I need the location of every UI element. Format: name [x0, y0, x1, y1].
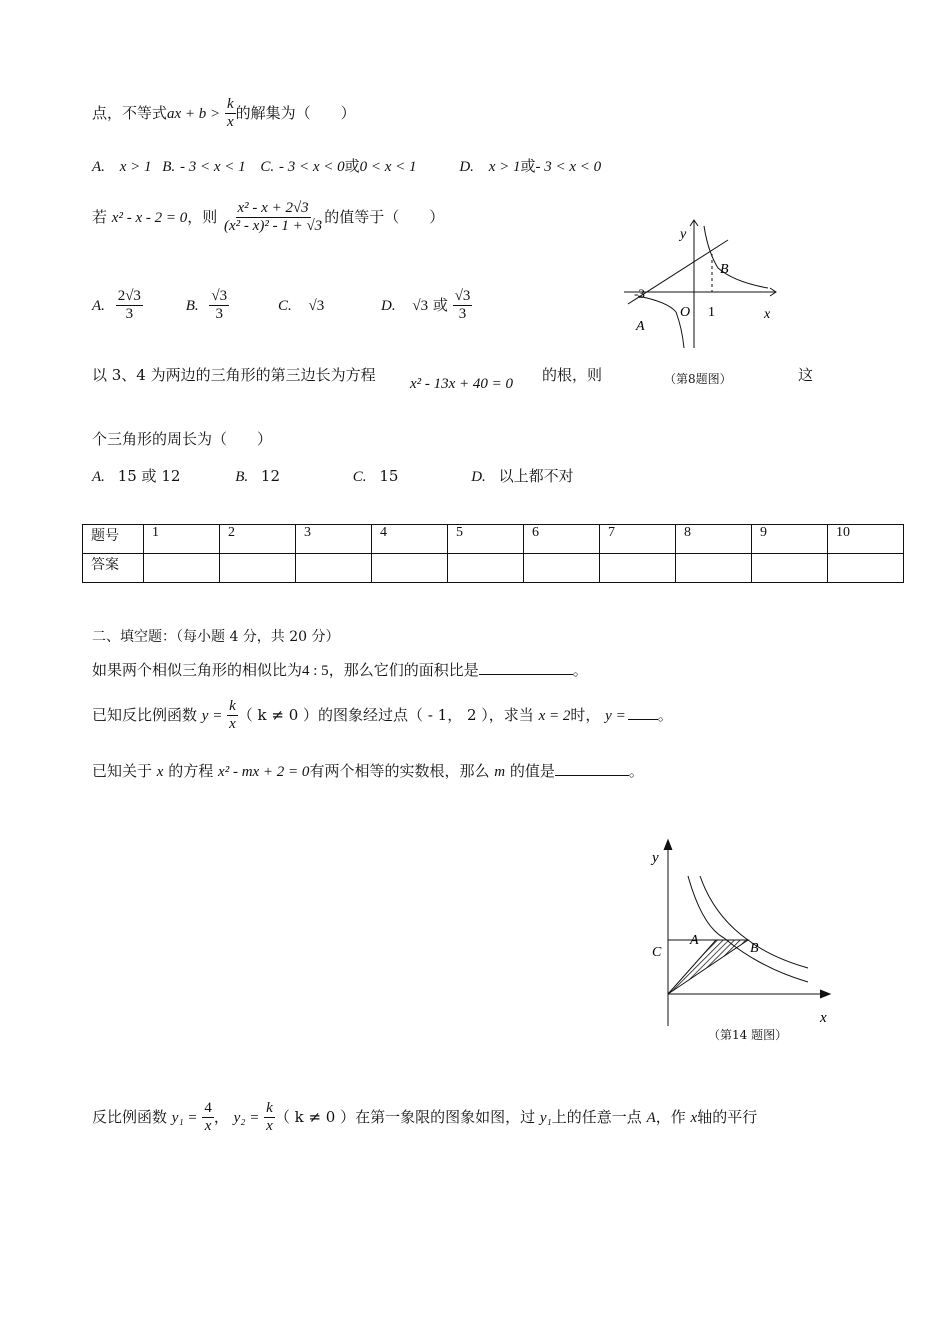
fraction: $\frac{k}{x}$ — [229, 698, 236, 733]
fill-question-1 — [92, 659, 588, 680]
question-text: 的根，则 — [542, 366, 603, 384]
question-text: 。 — [628, 762, 644, 780]
table-cell: 9 — [752, 525, 828, 554]
answer-cell[interactable] — [220, 554, 296, 583]
options-triangle — [92, 465, 574, 486]
math-expression: y₁ = — [171, 1109, 198, 1126]
question-text: 如果两个相似三角形的相似比为 — [92, 661, 303, 679]
table-row — [83, 554, 904, 583]
question-text: 上的任意一点 — [551, 1107, 642, 1126]
answer-blank[interactable] — [555, 761, 629, 776]
option-label: A. — [92, 469, 105, 485]
question-text: ，作 — [655, 1107, 686, 1126]
option-label: D. — [471, 469, 486, 485]
question-text: 个三角形的周长为（ ） — [92, 430, 273, 448]
question-text: ，那么它们的面积比是 — [328, 661, 479, 679]
table-cell: 2 — [220, 525, 296, 554]
option-text: 0 < x < 1 — [359, 159, 417, 175]
question-text: ，则 — [187, 207, 218, 226]
option-text: - 3 < x < 1 — [179, 159, 246, 175]
question-text: 时， — [570, 705, 601, 724]
question-root — [92, 200, 444, 236]
question-text: 点，不等式 — [92, 103, 168, 122]
question-text: （ k ≠ 0 ）在第一象限的图象如图，过 — [274, 1107, 536, 1126]
option-text: x > 1 — [488, 159, 521, 175]
option-text: 或 — [520, 157, 536, 175]
question-text: ， — [213, 1107, 229, 1126]
option-text: 以上都不对 — [498, 467, 574, 485]
math-expression: x — [690, 1109, 698, 1126]
answer-table — [82, 524, 904, 583]
option-label: A. — [92, 159, 105, 175]
fraction: $\frac{\text{x² - x + 2√3}}{\text{(x² - x)² - 1 + √3}}$ — [224, 200, 323, 235]
options-root — [92, 288, 472, 324]
math-expression: 4 : 5 — [302, 663, 329, 679]
options-inequality — [92, 155, 601, 176]
question-text: 的值是 — [509, 762, 555, 780]
option-label: B. — [162, 159, 176, 175]
fraction: $\frac{√3}{3}$ — [211, 288, 228, 323]
answer-cell[interactable] — [144, 554, 220, 583]
math-expression: y₂ = — [233, 1109, 260, 1126]
question-text: 若 — [92, 207, 108, 226]
option-text: - 3 < x < 0 — [278, 159, 345, 175]
question-text: 有两个相等的实数根，那么 — [309, 762, 490, 780]
math-expression: x = 2 — [538, 707, 571, 724]
table-header-cell: 答案 — [83, 554, 144, 583]
math-expression: x — [156, 764, 164, 780]
point-label-b: B — [720, 262, 729, 277]
question-text: 的方程 — [168, 762, 214, 780]
option-text: √3 — [412, 297, 429, 314]
axis-label-x: x — [764, 307, 771, 322]
option-text: 或 — [432, 295, 448, 314]
math-expression: x² - x - 2 = 0 — [111, 209, 188, 226]
question-text: 的值等于（ ） — [324, 207, 445, 226]
table-cell: 3 — [296, 525, 372, 554]
fraction: $\frac{√3}{3}$ — [454, 288, 471, 323]
option-label: A. — [92, 297, 105, 314]
option-text: x > 1 — [119, 159, 152, 175]
answer-cell[interactable] — [296, 554, 372, 583]
answer-cell[interactable] — [448, 554, 524, 583]
option-label: D. — [381, 297, 396, 314]
answer-cell[interactable] — [676, 554, 752, 583]
math-expression: ax + b > — [167, 105, 221, 122]
tick-label: -3 — [634, 286, 645, 301]
axis-label-x: x — [820, 1010, 827, 1026]
question-text: 以 3、4 为两边的三角形的第三边长为方程 — [92, 366, 376, 384]
table-cell: 6 — [524, 525, 600, 554]
question-text: 轴的平行 — [697, 1107, 758, 1126]
option-label: C. — [277, 297, 292, 314]
question-text: 。 — [657, 705, 673, 724]
question-inverse-proportion — [92, 1100, 757, 1136]
math-expression: y = — [605, 707, 626, 724]
figure-caption: （第8题图） — [664, 372, 732, 386]
section-title: 二、填空题：（每小题 4 分，共 20 分） — [92, 629, 340, 645]
question-text: （ k ≠ 0 ）的图象经过点（ - 1， 2 ），求当 — [237, 705, 534, 724]
math-expression: A — [646, 1109, 656, 1126]
point-label-c: C — [652, 945, 662, 960]
option-label: B. — [235, 469, 249, 485]
question-inequality — [92, 96, 356, 132]
fraction: $\frac{k}{x}$ — [226, 96, 234, 131]
table-row — [83, 525, 904, 554]
question-triangle — [92, 364, 376, 385]
figure-14-graph — [640, 836, 840, 1032]
table-cell: 5 — [448, 525, 524, 554]
option-label: C. — [260, 159, 275, 175]
table-cell: 4 — [372, 525, 448, 554]
answer-cell[interactable] — [752, 554, 828, 583]
table-cell: 7 — [600, 525, 676, 554]
fraction: $\frac{4}{x}$ — [204, 1100, 212, 1135]
point-label-a: A — [636, 319, 645, 334]
answer-blank[interactable] — [628, 705, 658, 720]
option-label: B. — [185, 297, 199, 314]
question-text: 已知反比例函数 — [92, 705, 198, 724]
fill-question-3 — [92, 760, 644, 781]
answer-cell[interactable] — [524, 554, 600, 583]
fraction: $\frac{2√3}{3}$ — [117, 288, 141, 323]
option-text: - 3 < x < 0 — [535, 159, 602, 175]
question-text: 这 — [798, 366, 814, 384]
option-text: 或 — [344, 157, 360, 175]
tick-label: 1 — [708, 305, 715, 320]
option-text: √3 — [308, 297, 325, 314]
math-expression: y = — [201, 707, 223, 724]
question-text: 反比例函数 — [92, 1107, 168, 1126]
option-text: 12 — [260, 467, 280, 485]
table-cell: 10 — [828, 525, 904, 554]
math-expression: y₁ — [539, 1109, 552, 1126]
answer-cell[interactable] — [828, 554, 904, 583]
figure-8-graph — [616, 212, 788, 352]
figure-caption: （第14 题图） — [708, 1028, 788, 1042]
option-text: 15 — [379, 467, 399, 485]
answer-blank[interactable] — [479, 660, 573, 675]
table-cell: 1 — [144, 525, 220, 554]
fill-question-2 — [92, 698, 673, 734]
question-text: 的解集为（ ） — [235, 103, 356, 122]
option-text: 15 或 12 — [117, 467, 181, 485]
point-label-a: A — [690, 933, 699, 948]
math-expression: m — [494, 764, 506, 780]
table-cell: 8 — [676, 525, 752, 554]
point-label-b: B — [750, 941, 759, 956]
origin-label: O — [680, 305, 691, 320]
axis-label-y: y — [680, 227, 687, 242]
option-label: C. — [352, 469, 367, 485]
option-label: D. — [459, 159, 474, 175]
math-expression: x² - mx + 2 = 0 — [218, 764, 310, 780]
answer-cell[interactable] — [600, 554, 676, 583]
fraction: $\frac{k}{x}$ — [266, 1100, 273, 1135]
question-text: 已知关于 — [92, 762, 153, 780]
table-header-cell: 题号 — [83, 525, 144, 554]
axis-label-y: y — [652, 850, 659, 866]
answer-cell[interactable] — [372, 554, 448, 583]
question-text: 。 — [572, 661, 588, 679]
math-expression: x² - 13x + 40 = 0 — [410, 376, 514, 392]
